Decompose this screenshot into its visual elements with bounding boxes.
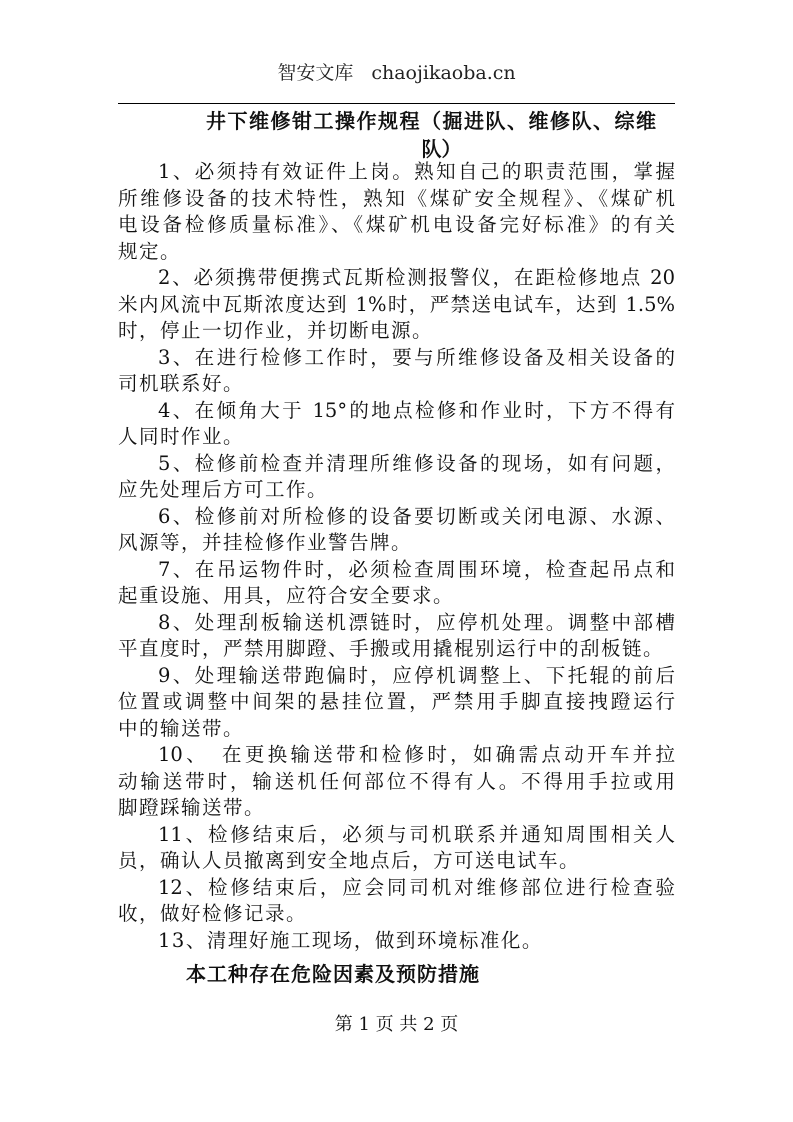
paragraph-line: 12、检修结束后，应会同司机对维修部位进行检查验 bbox=[158, 875, 675, 899]
paragraph bbox=[118, 451, 675, 504]
paragraph-line: 3、在进行检修工作时，要与所维修设备及相关设备的 bbox=[158, 345, 675, 369]
section-heading: 本工种存在危险因素及预防措施 bbox=[186, 962, 480, 986]
paragraph bbox=[118, 928, 675, 955]
page-footer: 第 1 页 共 2 页 bbox=[334, 1014, 459, 1035]
paragraph-line: 7、在吊运物件时，必须检查周围环境，检查起吊点和 bbox=[158, 557, 675, 581]
paragraph-line: 10、 在更换输送带和检修时，如确需点动开车并拉 bbox=[158, 743, 675, 766]
title-line-2: 队） bbox=[421, 137, 462, 161]
paragraph-line: 规定。 bbox=[118, 239, 182, 263]
paragraph-line: 起重设施、用具，应符合安全要求。 bbox=[118, 584, 455, 607]
paragraph-line: 时，停止一切作业，并切断电源。 bbox=[118, 319, 434, 342]
paragraph bbox=[118, 265, 675, 345]
paragraph-line: 4、在倾角大于 15°的地点检修和作业时，下方不得有 bbox=[158, 398, 675, 422]
paragraph bbox=[118, 742, 675, 822]
paragraph-line: 13、清理好施工现场，做到环境标准化。 bbox=[158, 928, 543, 952]
paragraph-line: 司机联系好。 bbox=[118, 372, 245, 395]
paragraph bbox=[118, 398, 675, 451]
paragraph-line: 9、处理输送带跑偏时，应停机调整上、下托辊的前后 bbox=[158, 663, 675, 687]
paragraph bbox=[118, 557, 675, 610]
paragraph-line: 应先处理后方可工作。 bbox=[118, 478, 329, 501]
document-body bbox=[118, 159, 675, 954]
paragraph bbox=[118, 610, 675, 663]
paragraph-line: 2、必须携带便携式瓦斯检测报警仪，在距检修地点 20 bbox=[158, 266, 675, 289]
paragraph-line: 电设备检修质量标准》、《煤矿机电设备完好标准》的有关 bbox=[118, 213, 675, 236]
paragraph bbox=[118, 822, 675, 875]
document-title bbox=[118, 107, 675, 163]
paragraph-line: 平直度时，严禁用脚蹬、手搬或用撬棍别运行中的刮板链。 bbox=[118, 637, 665, 660]
paragraph-line: 所维修设备的技术特性，熟知《煤矿安全规程》、《煤矿机 bbox=[118, 186, 675, 210]
paragraph-line: 风源等，并挂检修作业警告牌。 bbox=[118, 531, 413, 554]
page-header bbox=[0, 58, 793, 85]
paragraph-line: 11、检修结束后，必须与司机联系并通知周围相关人 bbox=[158, 822, 675, 846]
paragraph-line: 脚蹬踩输送带。 bbox=[118, 796, 266, 819]
paragraph bbox=[118, 663, 675, 743]
header-site: chaojikaoba.cn bbox=[371, 62, 516, 84]
paragraph-line: 1、必须持有效证件上岗。熟知自己的职责范围，掌握 bbox=[158, 160, 675, 183]
paragraph-line: 人同时作业。 bbox=[118, 425, 245, 448]
paragraph-line: 员，确认人员撤离到安全地点后，方可送电试车。 bbox=[118, 849, 581, 872]
paragraph-line: 中的输送带。 bbox=[118, 716, 245, 740]
header-rule bbox=[118, 103, 675, 104]
paragraph bbox=[118, 345, 675, 398]
paragraph bbox=[118, 875, 675, 928]
paragraph-line: 5、检修前检查并清理所维修设备的现场，如有问题， bbox=[158, 451, 675, 475]
paragraph bbox=[118, 159, 675, 265]
header-brand: 智安文库 bbox=[277, 62, 354, 84]
paragraph bbox=[118, 504, 675, 557]
paragraph-line: 位置或调整中间架的悬挂位置，严禁用手脚直接拽蹬运行 bbox=[118, 690, 675, 713]
paragraph-line: 动输送带时，输送机任何部位不得有人。不得用手拉或用 bbox=[118, 769, 675, 793]
paragraph-line: 米内风流中瓦斯浓度达到 1%时，严禁送电试车，达到 1.5% bbox=[118, 292, 675, 316]
title-line-1: 井下维修钳工操作规程（掘进队、维修队、综维 bbox=[206, 109, 658, 133]
paragraph-line: 6、检修前对所检修的设备要切断或关闭电源、水源、 bbox=[158, 504, 675, 528]
paragraph-line: 8、处理刮板输送机漂链时，应停机处理。调整中部槽 bbox=[158, 610, 675, 634]
paragraph-line: 收，做好检修记录。 bbox=[118, 902, 308, 925]
